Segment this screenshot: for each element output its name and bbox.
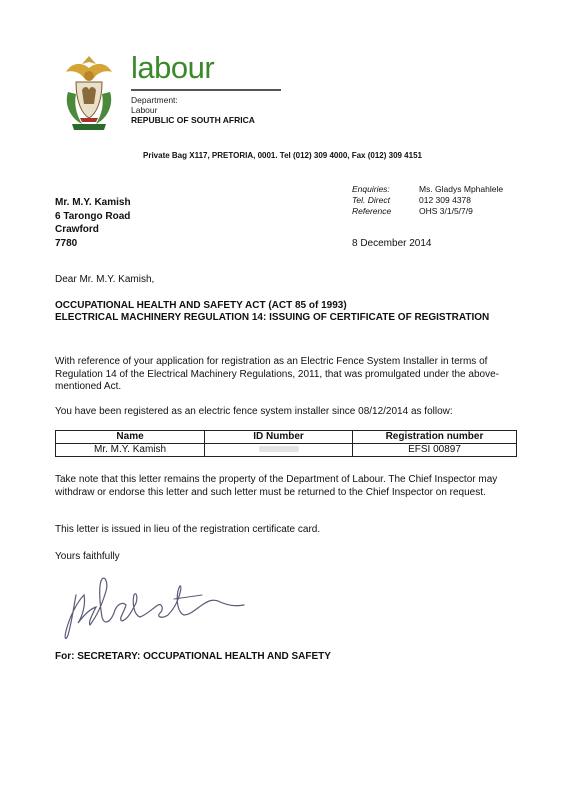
body-paragraph-registration: You have been registered as an electric fence system installer since 08/12/2014 as follow: (55, 406, 453, 417)
brand-name: labour (131, 50, 215, 85)
column-header-registration-number: Registration number (352, 431, 516, 444)
cell-registration-number: EFSI 00897 (352, 444, 516, 457)
recipient-postal-code: 7780 (55, 237, 78, 249)
signoff: For: SECRETARY: OCCUPATIONAL HEALTH AND SAFETY (55, 651, 331, 662)
recipient-address (55, 196, 131, 250)
column-header-id-number: ID Number (205, 431, 353, 444)
registration-table (55, 430, 517, 457)
reference-row (352, 195, 503, 206)
column-header-name: Name (56, 431, 205, 444)
department-label: Department: (131, 95, 178, 105)
closing: Yours faithfully (55, 551, 120, 562)
body-paragraph-property-notice: Take note that this letter remains the property of the Department of Labour. The Chief Inspector may withdraw or endorse this letter and such letter must be returned to the Chief Inspector on request. (55, 474, 498, 498)
table-header-row (56, 431, 517, 444)
coat-of-arms-icon (58, 52, 120, 134)
body-paragraph-lieu-notice: This letter is issued in lieu of the registration certificate card. (55, 524, 321, 535)
reference-label: Enquiries: (352, 184, 390, 194)
reference-row (352, 184, 503, 195)
cell-name: Mr. M.Y. Kamish (56, 444, 205, 457)
table-row (56, 444, 517, 457)
subject-line-2: ELECTRICAL MACHINERY REGULATION 14: ISSUING OF CERTIFICATE OF REGISTRATION (55, 312, 490, 323)
subject-line-1: OCCUPATIONAL HEALTH AND SAFETY ACT (ACT 85 of 1993) (55, 300, 347, 311)
letter-date: 8 December 2014 (352, 238, 432, 249)
recipient-suburb: Crawford (55, 224, 99, 235)
reference-label: Reference (352, 206, 392, 216)
body-paragraph-application: With reference of your application for registration as an Electric Fence System Installer in terms of Regulation 14 of the Electrical Machinery Regulations, 2011, that was promulgated under the above-mentioned Act. (55, 356, 499, 392)
reference-row (352, 206, 503, 217)
recipient-street: 6 Tarongo Road (55, 210, 131, 222)
department-brand (131, 52, 291, 125)
country-name: REPUBLIC OF SOUTH AFRICA (131, 115, 255, 125)
redaction-mark (259, 446, 299, 452)
reference-label: Tel. Direct (352, 195, 390, 205)
recipient-name: Mr. M.Y. Kamish (55, 197, 131, 208)
department-name: Labour (131, 105, 158, 115)
handwritten-signature (62, 565, 262, 645)
letterhead-address: Private Bag X117, PRETORIA, 0001. Tel (012) 309 4000, Fax (012) 309 4151 (143, 151, 422, 160)
subject-heading (55, 300, 515, 324)
reference-value: OHS 3/1/5/7/9 (419, 206, 473, 216)
reference-value: Ms. Gladys Mphahlele (419, 184, 504, 194)
brand-divider (131, 89, 281, 91)
reference-value: 012 309 4378 (419, 195, 471, 205)
salutation: Dear Mr. M.Y. Kamish, (55, 274, 155, 285)
reference-block (352, 184, 503, 217)
cell-id-number-redacted (205, 444, 353, 457)
